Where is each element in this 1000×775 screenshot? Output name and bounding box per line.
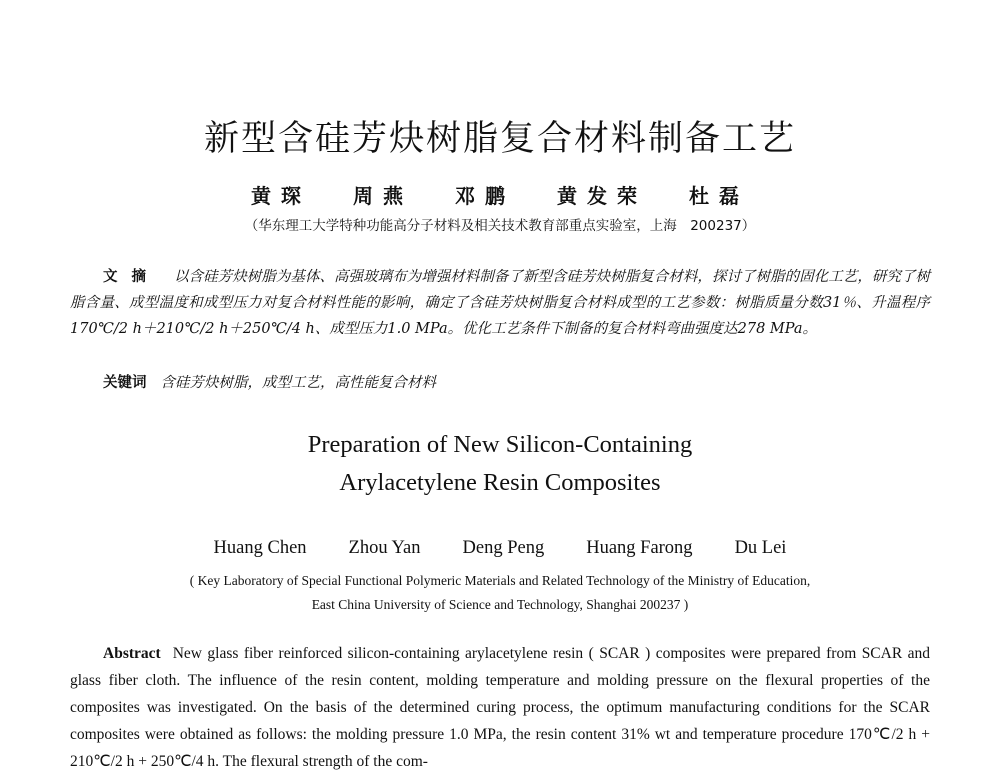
english-abstract <box>70 640 930 775</box>
chinese-keywords-text: 含硅芳炔树脂，成型工艺，高性能复合材料 <box>160 375 436 391</box>
chinese-keywords <box>103 370 933 396</box>
chinese-keywords-label: 关键词 <box>103 374 147 391</box>
english-title-line: Preparation of New Silicon-Containing <box>307 431 693 458</box>
author-en: Huang Farong <box>586 538 693 558</box>
chinese-abstract <box>70 264 930 342</box>
chinese-abstract-label: 文摘 <box>103 268 161 285</box>
chinese-title: 新型含硅芳炔树脂复合材料制备工艺 <box>203 119 796 160</box>
english-affiliation <box>0 569 1000 617</box>
english-authors <box>0 538 1000 559</box>
author-cn: 黄发荣 <box>557 184 647 208</box>
chinese-abstract-text: 以含硅芳炔树脂为基体、高强玻璃布为增强材料制备了新型含硅芳炔树脂复合材料，探讨了树脂的固化工艺，研究了树脂含量、成型温度和成型压力对复合材料性能的影响，确定了含硅芳炔树脂复合材料成型的工艺参数：树脂质量分数31％、升温程序170℃/2 h＋210℃/2 h＋250℃/4 h、成型压力1.0 MPa。优化工艺条件下制备的复合材料弯曲强度达278 MPa。 <box>70 269 930 337</box>
chinese-affiliation: （华东理工大学特种功能高分子材料及相关技术教育部重点实验室，上海 200237） <box>244 218 756 234</box>
english-title-line: Arylacetylene Resin Composites <box>339 469 661 496</box>
author-cn: 周燕 <box>353 184 413 208</box>
author-en: Deng Peng <box>462 538 545 558</box>
author-cn: 黄琛 <box>251 184 311 208</box>
author-cn: 杜磊 <box>689 184 749 208</box>
english-affiliation-line: East China University of Science and Technology, Shanghai 200237 ) <box>311 597 689 612</box>
english-abstract-label: Abstract <box>103 645 161 662</box>
english-title <box>0 426 1000 502</box>
english-affiliation-line: ( Key Laboratory of Special Functional Polymeric Materials and Related Technology of the Ministry of Education, <box>189 573 811 588</box>
author-en: Huang Chen <box>213 538 307 558</box>
author-en: Zhou Yan <box>348 538 421 558</box>
english-abstract-text: New glass fiber reinforced silicon-containing arylacetylene resin ( SCAR ) composites were prepared from SCAR and glass fiber cloth. The influence of the resin content, molding temperature and molding pressure on the flexural properties of the composites was investigated. On the basis of the determined curing process, the optimum manufacturing conditions for the SCAR composites were obtained as follows: the molding pressure 1.0 MPa, the resin content 31% wt and temperature procedure 170℃/2 h + 210℃/2 h + 250℃/4 h. The flexural strength of the com- <box>70 645 930 770</box>
author-en: Du Lei <box>734 538 787 558</box>
author-cn: 邓鹏 <box>455 184 515 208</box>
chinese-authors <box>0 180 1000 209</box>
